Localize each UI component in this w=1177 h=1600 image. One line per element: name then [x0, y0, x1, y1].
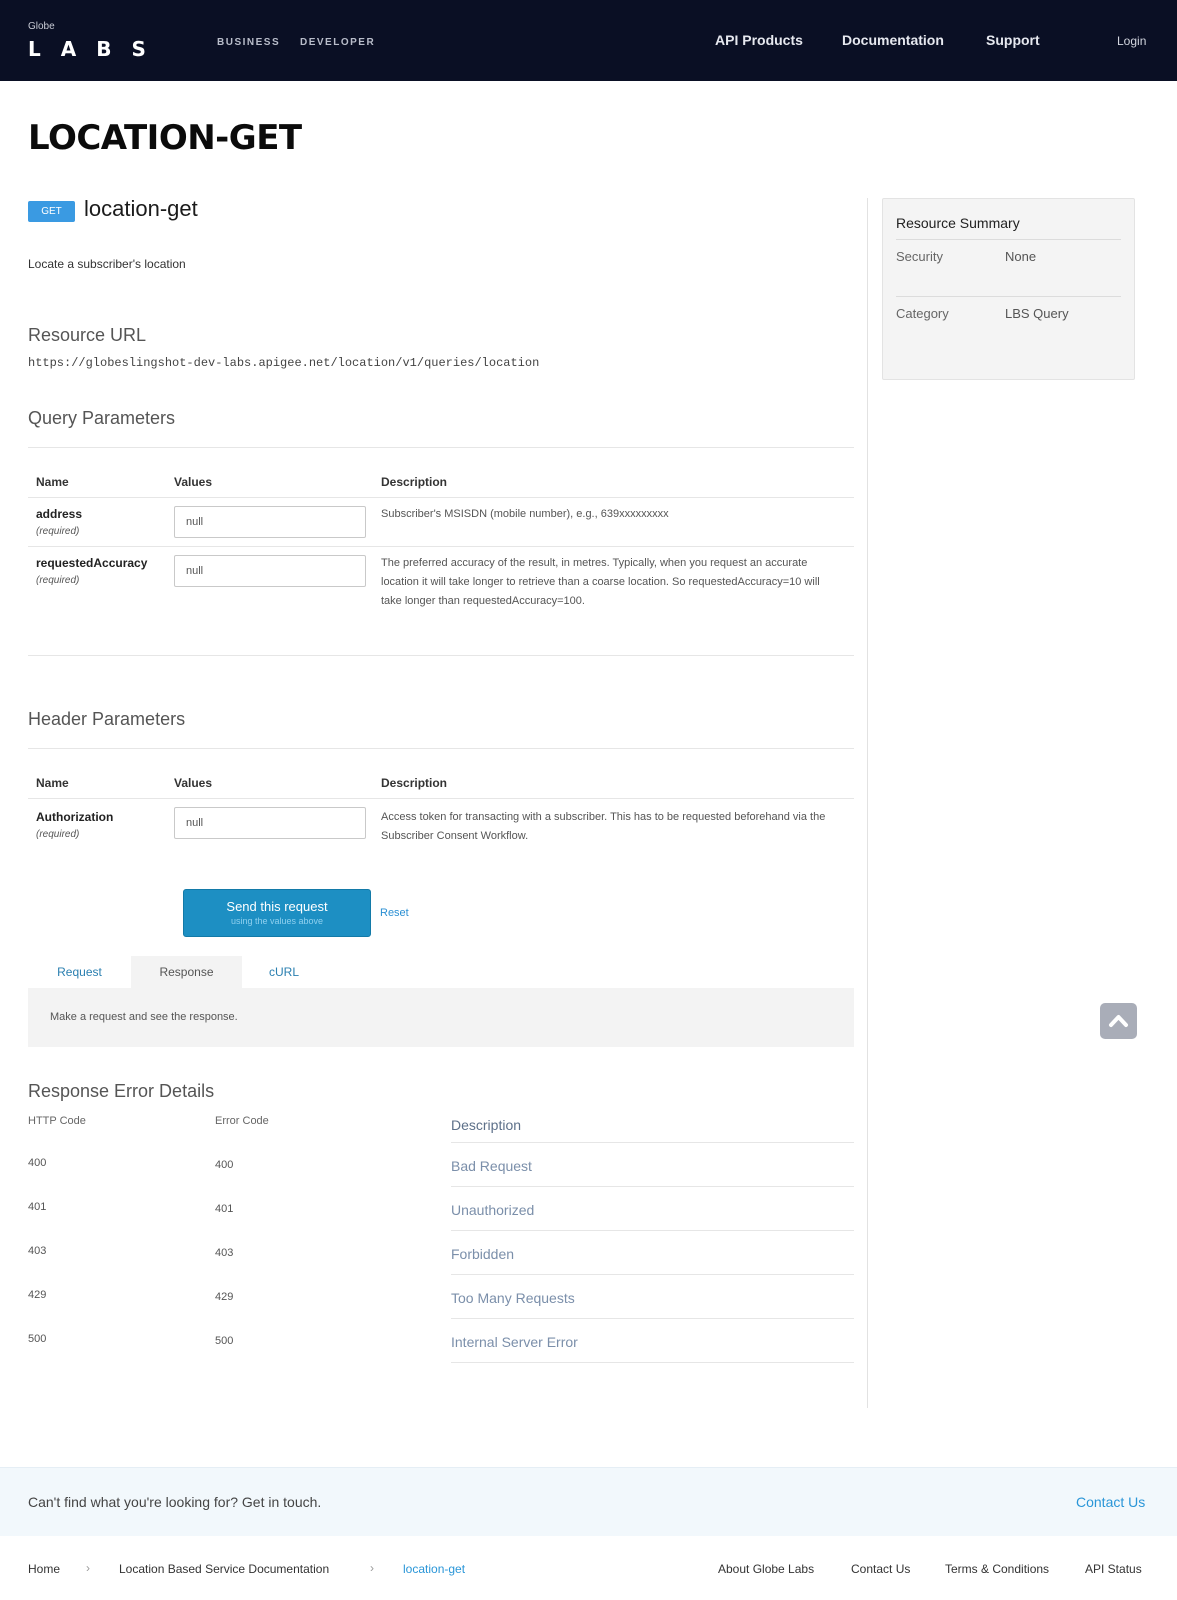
- error-http-code: 401: [28, 1201, 47, 1213]
- param-name-address: address: [36, 507, 83, 521]
- divider: [451, 1274, 854, 1275]
- subnav-developer[interactable]: DEVELOPER: [300, 37, 376, 48]
- tab-curl[interactable]: cURL: [268, 965, 299, 979]
- divider: [28, 748, 854, 749]
- divider: [28, 447, 854, 448]
- breadcrumb-home[interactable]: Home: [28, 1562, 61, 1576]
- resource-url-heading: Resource URL: [28, 325, 147, 345]
- error-code: 429: [215, 1291, 234, 1303]
- error-http-code: 403: [28, 1245, 47, 1257]
- login-link[interactable]: Login: [1117, 34, 1147, 48]
- param-desc-requested-accuracy: The preferred accuracy of the result, in metres. Typically, when you request an accurate location it will take longer to retrieve than a coarse location. So requestedAccuracy=10 will take longer than requestedAccuracy=100.: [381, 557, 820, 607]
- divider: [451, 1230, 854, 1231]
- response-panel: [28, 988, 854, 1047]
- footer-about-link[interactable]: About Globe Labs: [718, 1562, 815, 1576]
- contact-us-link[interactable]: Contact Us: [1076, 1494, 1146, 1510]
- error-details-heading: Response Error Details: [28, 1081, 215, 1101]
- page-title: LOCATION-GET: [28, 118, 302, 158]
- col-description: Description: [381, 475, 448, 489]
- divider: [896, 239, 1121, 240]
- error-description: Internal Server Error: [451, 1334, 578, 1350]
- divider: [451, 1318, 854, 1319]
- error-http-code: 400: [28, 1157, 47, 1169]
- category-value: LBS Query: [1005, 306, 1069, 321]
- resource-summary-panel: [882, 198, 1135, 380]
- logo-small-text: Globe: [28, 21, 55, 32]
- category-label: Category: [896, 306, 949, 321]
- address-input[interactable]: [174, 506, 366, 538]
- scroll-to-top-button[interactable]: [1100, 1003, 1137, 1039]
- divider: [28, 798, 854, 799]
- error-code: 400: [215, 1159, 234, 1171]
- reset-link[interactable]: Reset: [380, 907, 409, 919]
- error-description: Unauthorized: [451, 1202, 535, 1218]
- security-label: Security: [896, 249, 943, 264]
- requested-accuracy-input[interactable]: [174, 555, 366, 587]
- chevron-right-icon: ›: [370, 1561, 374, 1575]
- error-code: 401: [215, 1203, 234, 1215]
- footer-contact-link[interactable]: Contact Us: [851, 1562, 911, 1576]
- divider: [451, 1142, 854, 1143]
- error-description: Bad Request: [451, 1158, 532, 1174]
- param-required: (required): [36, 526, 80, 537]
- chevron-up-icon: [1100, 1003, 1137, 1039]
- divider: [28, 497, 854, 498]
- send-button-sublabel: using the values above: [230, 916, 324, 926]
- header-params-heading: Header Parameters: [28, 709, 186, 729]
- send-request-button[interactable]: [183, 889, 371, 937]
- method-badge: GET: [28, 201, 75, 222]
- param-name-authorization: Authorization: [36, 810, 114, 824]
- resource-summary-title: Resource Summary: [896, 215, 1020, 231]
- col-values: Values: [174, 776, 213, 790]
- logo-big-text: LABS: [28, 37, 166, 61]
- param-name-requested-accuracy: requestedAccuracy: [36, 556, 148, 570]
- nav-api-products[interactable]: API Products: [715, 32, 803, 48]
- divider: [451, 1362, 854, 1363]
- nav-documentation[interactable]: Documentation: [842, 32, 944, 48]
- response-placeholder-text: Make a request and see the response.: [50, 1011, 238, 1023]
- divider: [451, 1186, 854, 1187]
- col-http-code: HTTP Code: [28, 1115, 86, 1127]
- param-required: (required): [36, 575, 80, 586]
- error-http-code: 500: [28, 1333, 47, 1345]
- breadcrumb-current: location-get: [403, 1562, 466, 1576]
- nav-support[interactable]: Support: [986, 32, 1040, 48]
- globe-labs-logo[interactable]: [28, 21, 166, 61]
- col-error-description: Description: [451, 1117, 522, 1133]
- param-desc-authorization: Access token for transacting with a subscriber. This has to be requested beforehand via the Subscriber Consent Workflow.: [381, 811, 826, 842]
- query-params-heading: Query Parameters: [28, 408, 176, 428]
- contact-band: [0, 1467, 1177, 1536]
- divider: [28, 546, 854, 547]
- footer-terms-link[interactable]: Terms & Conditions: [945, 1562, 1050, 1576]
- resource-name: location-get: [84, 196, 198, 221]
- top-nav-bar: [0, 0, 1177, 81]
- col-error-code: Error Code: [215, 1115, 269, 1127]
- divider: [896, 296, 1121, 297]
- error-code: 500: [215, 1335, 234, 1347]
- tab-response[interactable]: Response: [131, 956, 242, 989]
- sidebar-divider: [867, 198, 868, 1408]
- col-name: Name: [36, 776, 69, 790]
- resource-url: https://globeslingshot-dev-labs.apigee.net/location/v1/queries/location: [28, 356, 540, 370]
- footer-api-status-link[interactable]: API Status: [1085, 1562, 1142, 1576]
- resource-description: Locate a subscriber's location: [28, 257, 186, 271]
- error-description: Too Many Requests: [451, 1290, 575, 1306]
- error-description: Forbidden: [451, 1246, 515, 1262]
- param-desc-address: Subscriber's MSISDN (mobile number), e.g., 639xxxxxxxxx: [381, 508, 669, 520]
- send-button-label: Send this request: [226, 899, 328, 914]
- tab-request[interactable]: Request: [57, 965, 102, 979]
- authorization-input[interactable]: [174, 807, 366, 839]
- error-code: 403: [215, 1247, 234, 1259]
- divider: [28, 655, 854, 656]
- col-values: Values: [174, 475, 213, 489]
- breadcrumb-lbs-docs[interactable]: Location Based Service Documentation: [119, 1562, 330, 1576]
- param-required: (required): [36, 829, 80, 840]
- col-description: Description: [381, 776, 448, 790]
- chevron-right-icon: ›: [86, 1561, 90, 1575]
- subnav-business[interactable]: BUSINESS: [217, 37, 281, 48]
- col-name: Name: [36, 475, 69, 489]
- contact-prompt: Can't find what you're looking for? Get in touch.: [28, 1494, 322, 1510]
- error-http-code: 429: [28, 1289, 47, 1301]
- security-value: None: [1005, 249, 1037, 264]
